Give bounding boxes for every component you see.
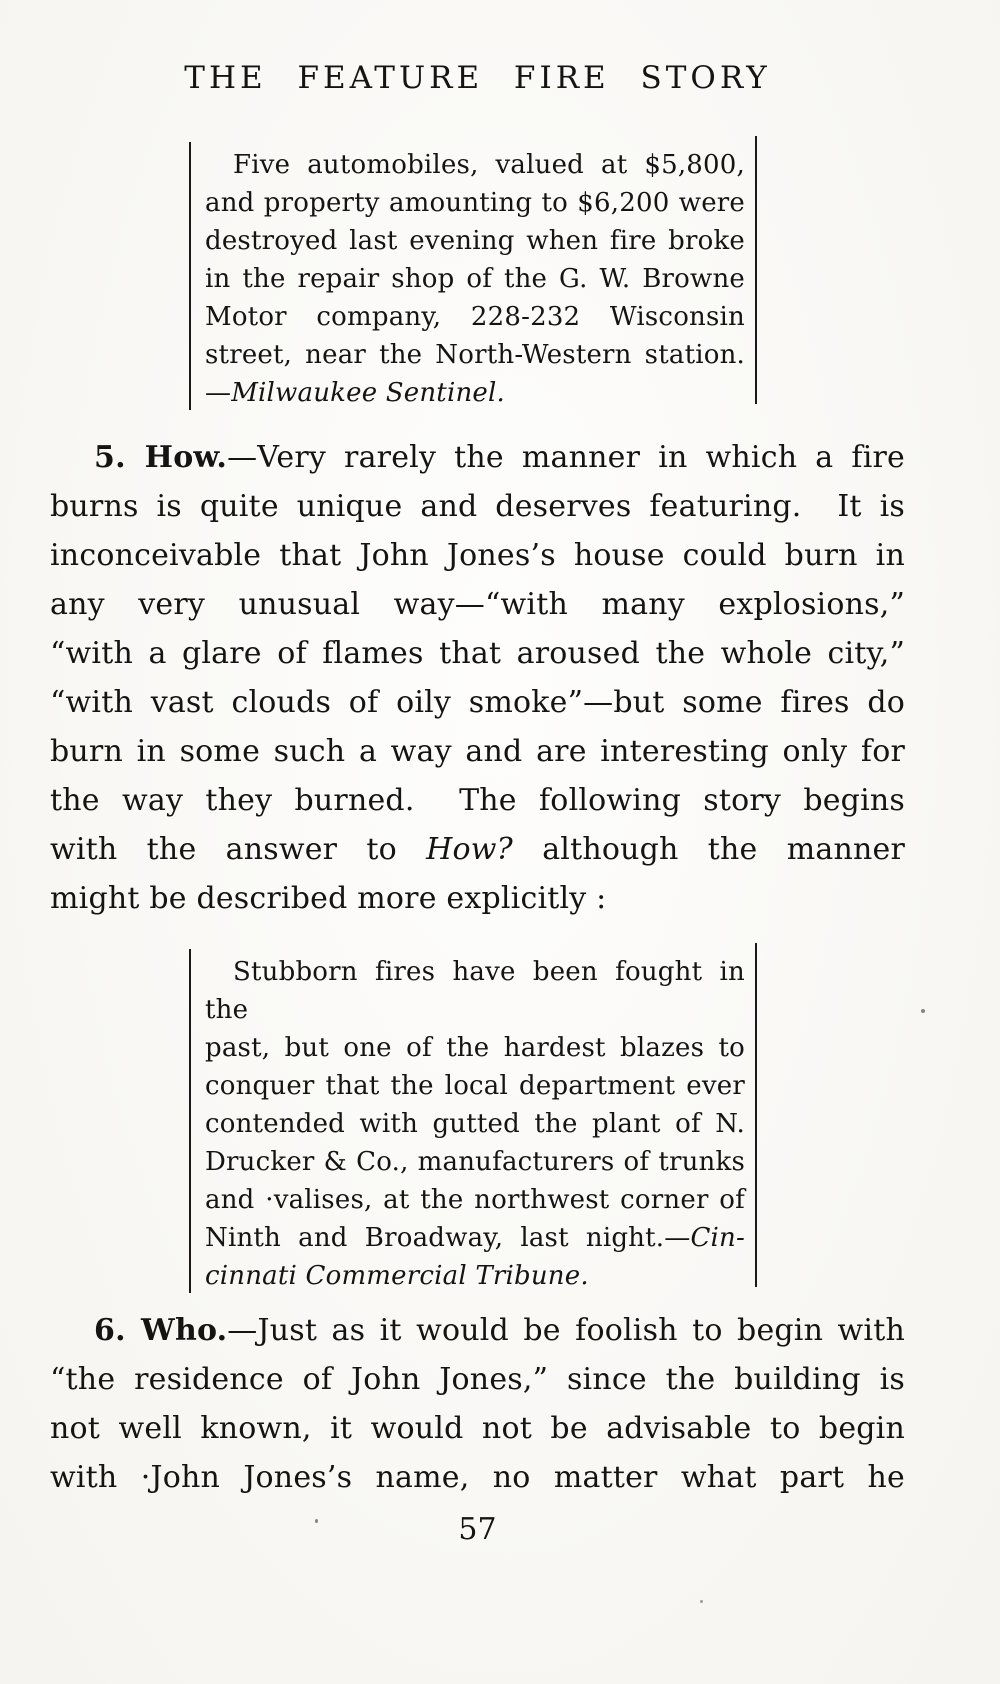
text-line — [205, 1219, 745, 1257]
text-line — [50, 825, 905, 874]
paragraph-6-who — [50, 1306, 905, 1502]
text-line — [205, 146, 745, 184]
text-line — [205, 374, 745, 412]
text-segment: any very unusual way—“with many explosions,” — [50, 587, 905, 622]
text-segment: How? — [426, 832, 513, 867]
text-line — [50, 629, 905, 678]
page-title: THE FEATURE FIRE STORY — [184, 60, 771, 96]
paragraph-5-how — [50, 433, 905, 923]
text-segment: Drucker & Co., manufacturers of trunks — [205, 1147, 745, 1177]
text-line — [205, 1029, 745, 1067]
text-segment: Ninth and Broadway, last night.— — [205, 1223, 691, 1253]
page-number: 57 — [458, 1512, 497, 1547]
text-segment: and property amounting to $6,200 were — [205, 188, 745, 218]
excerpt-left-rule — [189, 142, 191, 410]
text-segment: Five automobiles, valued at $5,800, — [233, 150, 745, 180]
text-segment: with the answer to — [50, 832, 427, 867]
text-line — [50, 580, 905, 629]
text-segment: burns is quite unique and deserves featuring. It is — [50, 489, 905, 524]
excerpt-left-rule — [189, 949, 191, 1293]
text-segment: although the manner — [512, 832, 905, 867]
text-line — [205, 336, 745, 374]
scan-speck — [700, 1600, 703, 1603]
text-segment: Motor company, 228-232 Wisconsin — [205, 302, 745, 332]
text-line — [50, 776, 905, 825]
text-line — [205, 222, 745, 260]
text-segment: might be described more explicitly : — [50, 881, 607, 916]
text-segment: and ·valises, at the northwest corner of — [205, 1185, 745, 1215]
excerpt-text — [205, 953, 745, 1295]
text-segment: with ·John Jones’s name, no matter what part he — [50, 1460, 905, 1495]
text-line — [205, 184, 745, 222]
scan-speck — [921, 1009, 925, 1013]
text-segment: the way they burned. The following story begins — [50, 783, 905, 818]
text-line — [50, 1453, 905, 1502]
newspaper-excerpt-milwaukee — [205, 146, 745, 412]
text-segment: cinnati Commercial Tribune. — [205, 1261, 589, 1291]
text-line — [205, 298, 745, 336]
text-line — [205, 1105, 745, 1143]
text-line — [205, 260, 745, 298]
text-segment: in the repair shop of the G. W. Browne — [205, 264, 745, 294]
text-segment: 5. How. — [94, 440, 228, 475]
text-line — [50, 433, 905, 482]
text-line — [205, 953, 745, 1029]
text-segment: destroyed last evening when fire broke — [205, 226, 745, 256]
excerpt-text — [205, 146, 745, 412]
text-segment: past, but one of the hardest blazes to — [205, 1033, 745, 1063]
text-segment: “with vast clouds of oily smoke”—but some fires do — [50, 685, 905, 720]
text-line — [50, 531, 905, 580]
text-segment: — — [205, 378, 232, 408]
text-segment: conquer that the local department ever — [205, 1071, 745, 1101]
text-segment: inconceivable that John Jones’s house could burn in — [50, 538, 905, 573]
text-line — [50, 482, 905, 531]
scan-speck — [315, 1519, 318, 1523]
text-segment: Milwaukee Sentinel. — [231, 378, 505, 408]
text-line — [50, 1404, 905, 1453]
text-segment: street, near the North-Western station. — [205, 340, 745, 370]
text-segment: 6. Who. — [94, 1313, 228, 1348]
text-segment: “with a glare of flames that aroused the whole city,” — [50, 636, 905, 671]
text-segment: “the residence of John Jones,” since the building is — [50, 1362, 905, 1397]
text-segment: —Just as it would be foolish to begin with — [227, 1313, 905, 1348]
text-line — [205, 1067, 745, 1105]
excerpt-right-rule — [755, 943, 757, 1287]
text-segment: contended with gutted the plant of N. — [205, 1109, 745, 1139]
text-segment: Cin- — [690, 1223, 745, 1253]
newspaper-excerpt-cincinnati — [205, 953, 745, 1295]
text-line — [50, 1355, 905, 1404]
text-line — [205, 1181, 745, 1219]
text-line — [50, 727, 905, 776]
text-line — [205, 1143, 745, 1181]
text-segment: not well known, it would not be advisable to begin — [50, 1411, 905, 1446]
text-segment: burn in some such a way and are interesting only for — [50, 734, 905, 769]
text-line — [205, 1257, 745, 1295]
text-line — [50, 678, 905, 727]
text-line — [50, 874, 905, 923]
text-line — [50, 1306, 905, 1355]
text-segment: —Very rarely the manner in which a fire — [227, 440, 905, 475]
excerpt-right-rule — [755, 136, 757, 404]
text-segment: Stubborn fires have been fought in the — [205, 957, 745, 1025]
